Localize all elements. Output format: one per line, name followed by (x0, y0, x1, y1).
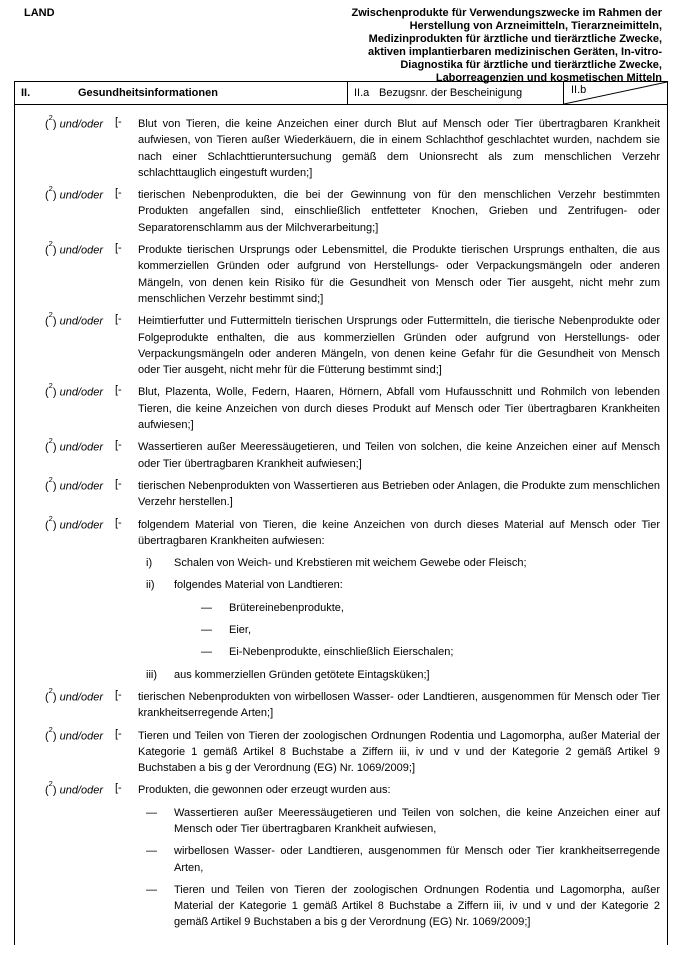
open-bracket-marker: [- (115, 313, 122, 326)
health-info-entry (45, 724, 660, 783)
open-bracket-marker: [- (115, 727, 122, 740)
sub-item-text: Tieren und Teilen von Tieren der zoologischen Ordnungen Rodentia und Lagomorpha, außer Material der Kategorie 1 gemäß Artikel 8 Buchstabe a Ziffern iii, iv und v und der Kategorie 2 gemäß Artikel 9 Buchstaben a bis g der Verordnung (EG) Nr. 1069/2009;] (174, 883, 660, 929)
open-bracket-marker: [- (115, 116, 122, 128)
entry-text: folgendem Material von Tieren, die keine Anzeichen von durch dieses Material auf Mensch oder Tier übertragbaren Krankheiten aufwiesen: (138, 518, 660, 547)
entry-body (138, 313, 660, 384)
document-title (351, 7, 662, 85)
entry-text: tierischen Nebenprodukten, die bei der Gewinnung von für den menschlichen Verzehr bestimmten Produkten angefallen sind, einschließlich entfetteter Knochen, Grieben und Zentrifugen- oder Separatorenschlamm aus der Milchverarbeitung;] (138, 189, 660, 234)
sub-item-text: Eier, (229, 624, 252, 637)
and-or-marker: ($^2$) und/oder (45, 310, 104, 328)
sub-item (138, 843, 660, 876)
entry-text: Blut von Tieren, die keine Anzeichen einer durch Blut auf Mensch oder Tier übertragbaren Krankheit aufwiesen, von Tieren außer Wiederkäuern, die in einem Schlachthof geschlachtet wurden, nachdem sie nach einer Schlachttieruntersuchung gemäß dem Unionsrecht als zum menschlichen Verzehr schlachttauglich eingestuft wurden;] (138, 118, 660, 179)
sub-item (138, 644, 660, 660)
entry-text: tierischen Nebenprodukten von Wassertieren aus Betrieben oder Anlagen, die Produkte zum menschlichen Verzehr herstellen.] (138, 479, 660, 509)
sub-item-text: Ei-Nebenprodukte, einschließlich Eierschalen; (229, 646, 454, 659)
sub-item-text: aus kommerziellen Gründen getötete Eintagsküken;] (174, 668, 430, 681)
open-bracket-marker: [- (115, 187, 122, 200)
document-title-line: Zwischenprodukte für Verwendungszwecke im Rahmen der (351, 7, 662, 19)
roman-numeral-marker: iii) (146, 668, 157, 681)
and-or-marker: ($^2$) und/oder (45, 685, 104, 704)
health-information-body (14, 105, 668, 945)
and-or-marker: ($^2$) und/oder (45, 113, 104, 131)
open-bracket-marker: [- (115, 477, 122, 490)
entry-text: Produkten, die gewonnen oder erzeugt wurden aus: (138, 784, 391, 797)
entry-body (138, 439, 660, 478)
document-title-line: Laborreagenzien und kosmetischen Mitteln (435, 72, 662, 84)
entry-text: Heimtierfutter und Futtermitteln tierischen Ursprungs oder Futtermitteln, die tierische Nebenprodukte oder Folgeprodukte enthalten, die aus kommerziellen Gründen oder aufgrund von Herstellungs- oder Verpackungsmängeln oder anderen Mängeln, von denen keine Gefahr für die Gesundheit von Mensch oder Tier ausgeht, nicht mehr für die Fütterung bestimmt sind;] (138, 315, 660, 377)
and-or-marker: ($^2$) und/oder (45, 436, 104, 454)
field-IIb-cell (564, 82, 667, 104)
reference-number-cell (348, 82, 564, 104)
health-info-entry (45, 239, 660, 313)
country-label: LAND (24, 7, 55, 19)
sub-item-text: Brütereinebenprodukte, (229, 601, 344, 614)
open-bracket-marker: [- (115, 688, 122, 701)
health-info-entry (45, 513, 660, 689)
reference-label: Bezugsnr. der Bescheinigung (379, 87, 523, 99)
document-title-line: Medizinprodukten für ärztliche und tierärztliche Zwecke, (368, 33, 662, 45)
dash-marker: — (201, 601, 212, 614)
and-or-marker: ($^2$) und/oder (45, 239, 104, 257)
entry-text: Wassertieren außer Meeressäugetieren, und Teilen von solchen, die keine Anzeichen einer auf Mensch oder Tier übertragbaren Krankheit aufwiesen;] (138, 441, 660, 470)
dash-marker: — (146, 806, 157, 819)
and-or-marker: ($^2$) und/oder (45, 474, 104, 493)
entry-text: tierischen Nebenprodukten von wirbellosen Wasser- oder Landtieren, ausgenommen für Mensch oder Tier krankheitserregende Arten;] (138, 690, 660, 720)
health-info-entry (45, 779, 660, 936)
health-info-entry (45, 474, 660, 517)
dash-marker: — (201, 646, 212, 659)
entry-body (138, 384, 660, 439)
field-IIb-number: II.b (571, 84, 587, 96)
sub-item (138, 600, 660, 616)
sub-item (138, 805, 660, 838)
entry-body (138, 116, 660, 187)
sub-item-text: wirbellosen Wasser- oder Landtieren, ausgenommen für Mensch oder Tier krankheitserregende Arten, (174, 845, 660, 874)
entry-text: Produkte tierischen Ursprungs oder Lebensmittel, die Produkte tierischen Ursprungs enthalten, die aus kommerziellen Gründen oder aufgrund von Herstellungs- oder Verpackungsmängeln oder anderen Mängeln, von denen kein Risiko für die Gesundheit von Mensch oder Tier ausgeht, nicht mehr zum menschlichen Verzehr bestimmt sind;] (138, 244, 660, 305)
section-title: Gesundheitsinformationen (78, 87, 218, 99)
document-title-line: Diagnostika für ärztliche und tierärztliche Zwecke, (400, 59, 662, 71)
sub-item-text: Wassertieren außer Meeressäugetieren und Teilen von solchen, die keine Anzeichen einer auf Mensch oder Tier übertragbaren Krankheit aufwiesen, (174, 806, 660, 835)
sub-item (138, 555, 660, 571)
entry-body (138, 689, 660, 728)
and-or-marker: ($^2$) und/oder (45, 513, 104, 532)
dash-marker: — (146, 845, 157, 858)
open-bracket-marker: [- (115, 782, 122, 795)
entry-text: Tieren und Teilen von Tieren der zoologischen Ordnungen Rodentia und Lagomorpha, außer Material der Kategorie 1 gemäß Artikel 8 Buchstabe a Ziffern iii, iv und v und der Kategorie 2 gemäß Artikel 9 Buchstaben a bis g der Verordnung (EG) Nr. 1069/2009;] (138, 729, 660, 775)
and-or-marker: ($^2$) und/oder (45, 381, 104, 400)
document-title-line: Herstellung von Arzneimitteln, Tierarzneimitteln, (409, 20, 662, 32)
open-bracket-marker: [- (115, 242, 122, 255)
sub-item (138, 882, 660, 931)
section-header-cell (15, 82, 348, 104)
open-bracket-marker: [- (115, 384, 122, 397)
sub-item-text: Schalen von Weich- und Krebstieren mit weichem Gewebe oder Fleisch; (174, 557, 527, 570)
entry-body (138, 478, 660, 517)
roman-numeral-marker: i) (146, 557, 153, 570)
health-info-entry (45, 310, 660, 384)
entry-body (138, 517, 660, 689)
document-title-line: aktiven implantierbaren medizinischen Geräten, In-vitro- (367, 46, 662, 58)
entry-text: Blut, Plazenta, Wolle, Federn, Haaren, Hörnern, Abfall vom Hufausschnitt und Rohmilch von lebenden Tieren, die keine Anzeichen von durch dieses Produkt auf Mensch oder Tier übertragbaren Krankheiten aufwiesen;] (138, 386, 660, 432)
sub-item (138, 667, 660, 683)
section-header-row (14, 81, 668, 105)
sub-item-text: folgendes Material von Landtieren: (174, 579, 343, 592)
health-info-entry (45, 184, 660, 242)
open-bracket-marker: [- (115, 516, 122, 529)
and-or-marker: ($^2$) und/oder (45, 184, 104, 202)
sub-item (138, 622, 660, 638)
open-bracket-marker: [- (115, 439, 122, 452)
dash-marker: — (146, 883, 157, 896)
dash-marker: — (201, 624, 212, 637)
entry-body (138, 782, 660, 936)
and-or-marker: ($^2$) und/oder (45, 724, 104, 743)
health-info-entry (45, 113, 660, 187)
page-header (0, 0, 682, 84)
sub-item (138, 577, 660, 593)
entry-body (138, 728, 660, 783)
health-info-entry (45, 436, 660, 478)
reference-number-label: II.a (354, 87, 370, 99)
health-info-entry (45, 685, 660, 728)
entry-body (138, 187, 660, 242)
roman-numeral-marker: ii) (146, 579, 155, 592)
health-info-entry (45, 381, 660, 439)
entry-body (138, 242, 660, 313)
and-or-marker: ($^2$) und/oder (45, 779, 104, 798)
section-number: II. (21, 87, 31, 99)
